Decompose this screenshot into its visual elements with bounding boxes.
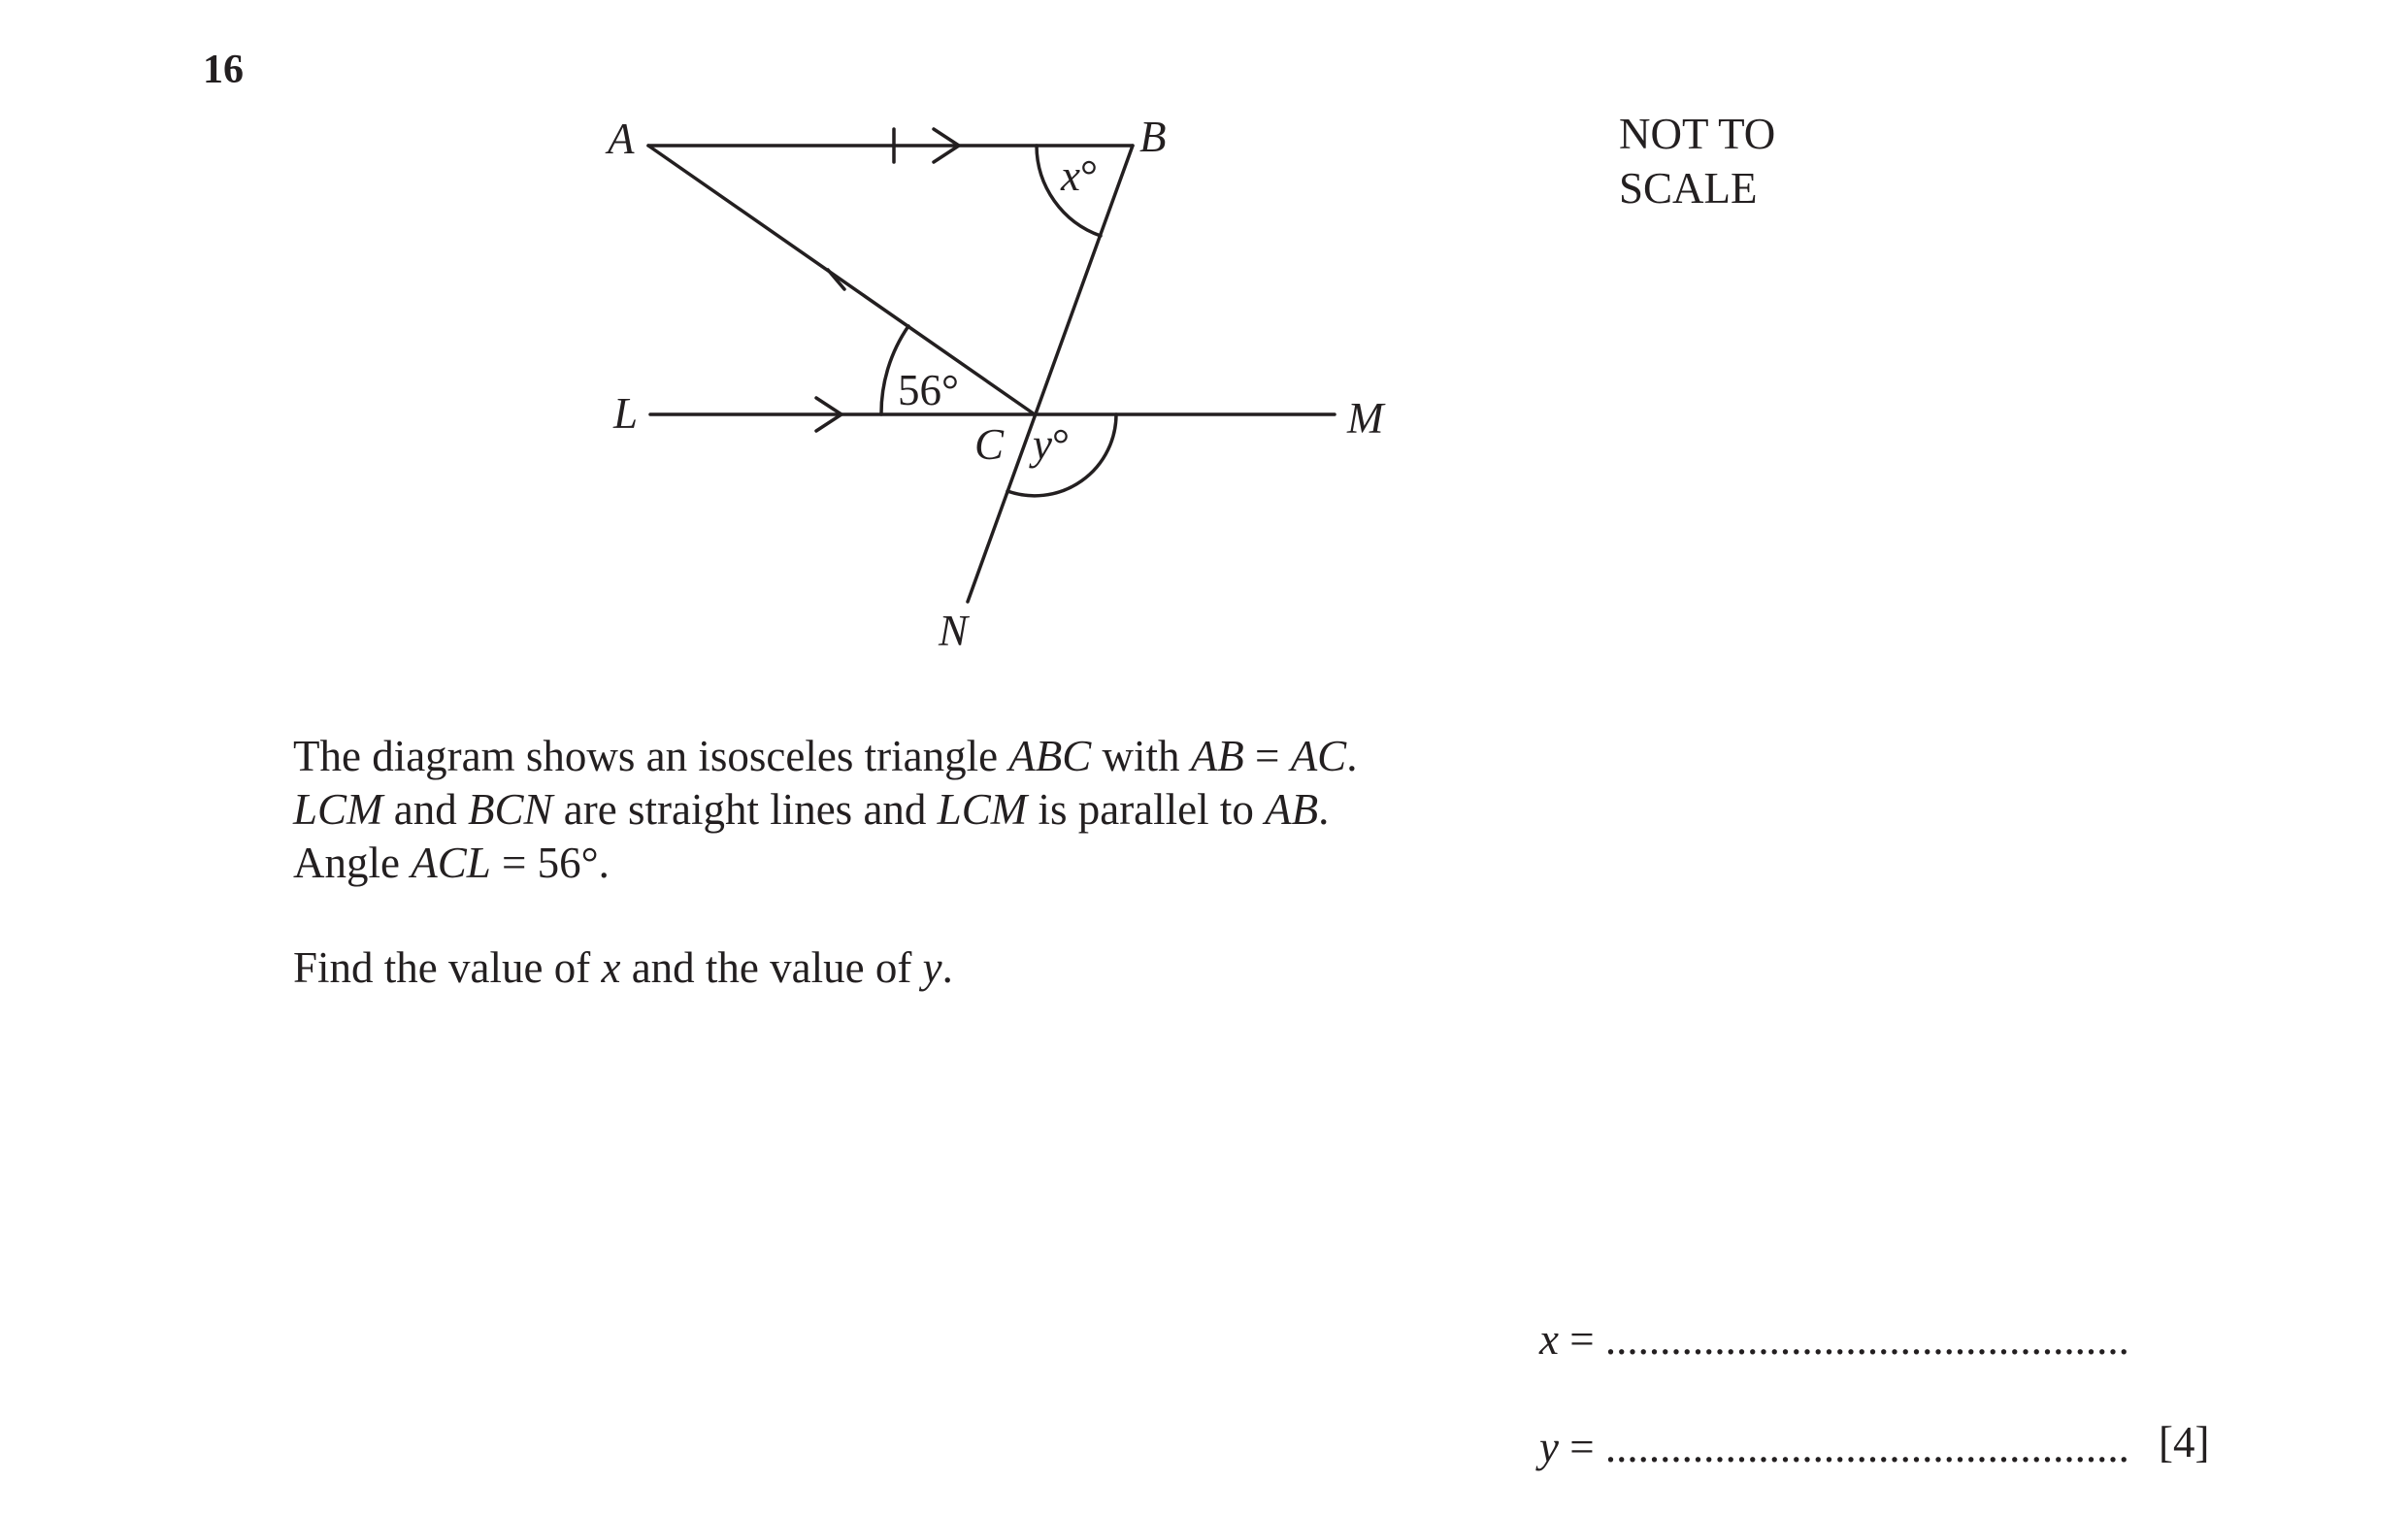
question-line-3: Angle ACL = 56°. [293,839,610,887]
line-ac [648,146,1035,414]
angle-label-x: x° [1061,151,1098,200]
label-a: A [608,115,635,163]
marks-label: [4] [2159,1418,2210,1466]
line-bcn [968,146,1133,602]
label-c: C [974,420,1005,469]
label-n: N [939,607,969,655]
not-to-scale-note [1619,107,1775,215]
question-line-1: The diagram shows an isosceles triangle ABC with AB = AC. [293,732,1358,780]
instruction-text: Find the value of x and the value of y. [293,943,953,992]
not-to-scale-line2: SCALE [1619,164,1758,213]
question-number: 16 [203,48,244,92]
question-line-2: LCM and BCN are straight lines and LCM is parallel to AB. [293,785,1330,834]
angle-label-y: y° [1033,420,1070,469]
answer-line-x[interactable]: x = ................................................ [1539,1315,2129,1364]
question-text [293,730,1357,890]
answer-line-y[interactable]: y = ................................................ [1539,1423,2129,1471]
label-b: B [1139,113,1167,161]
label-m: M [1347,394,1384,443]
label-l: L [613,389,639,438]
not-to-scale-line1: NOT TO [1619,110,1776,158]
angle-label-56: 56° [898,366,959,414]
